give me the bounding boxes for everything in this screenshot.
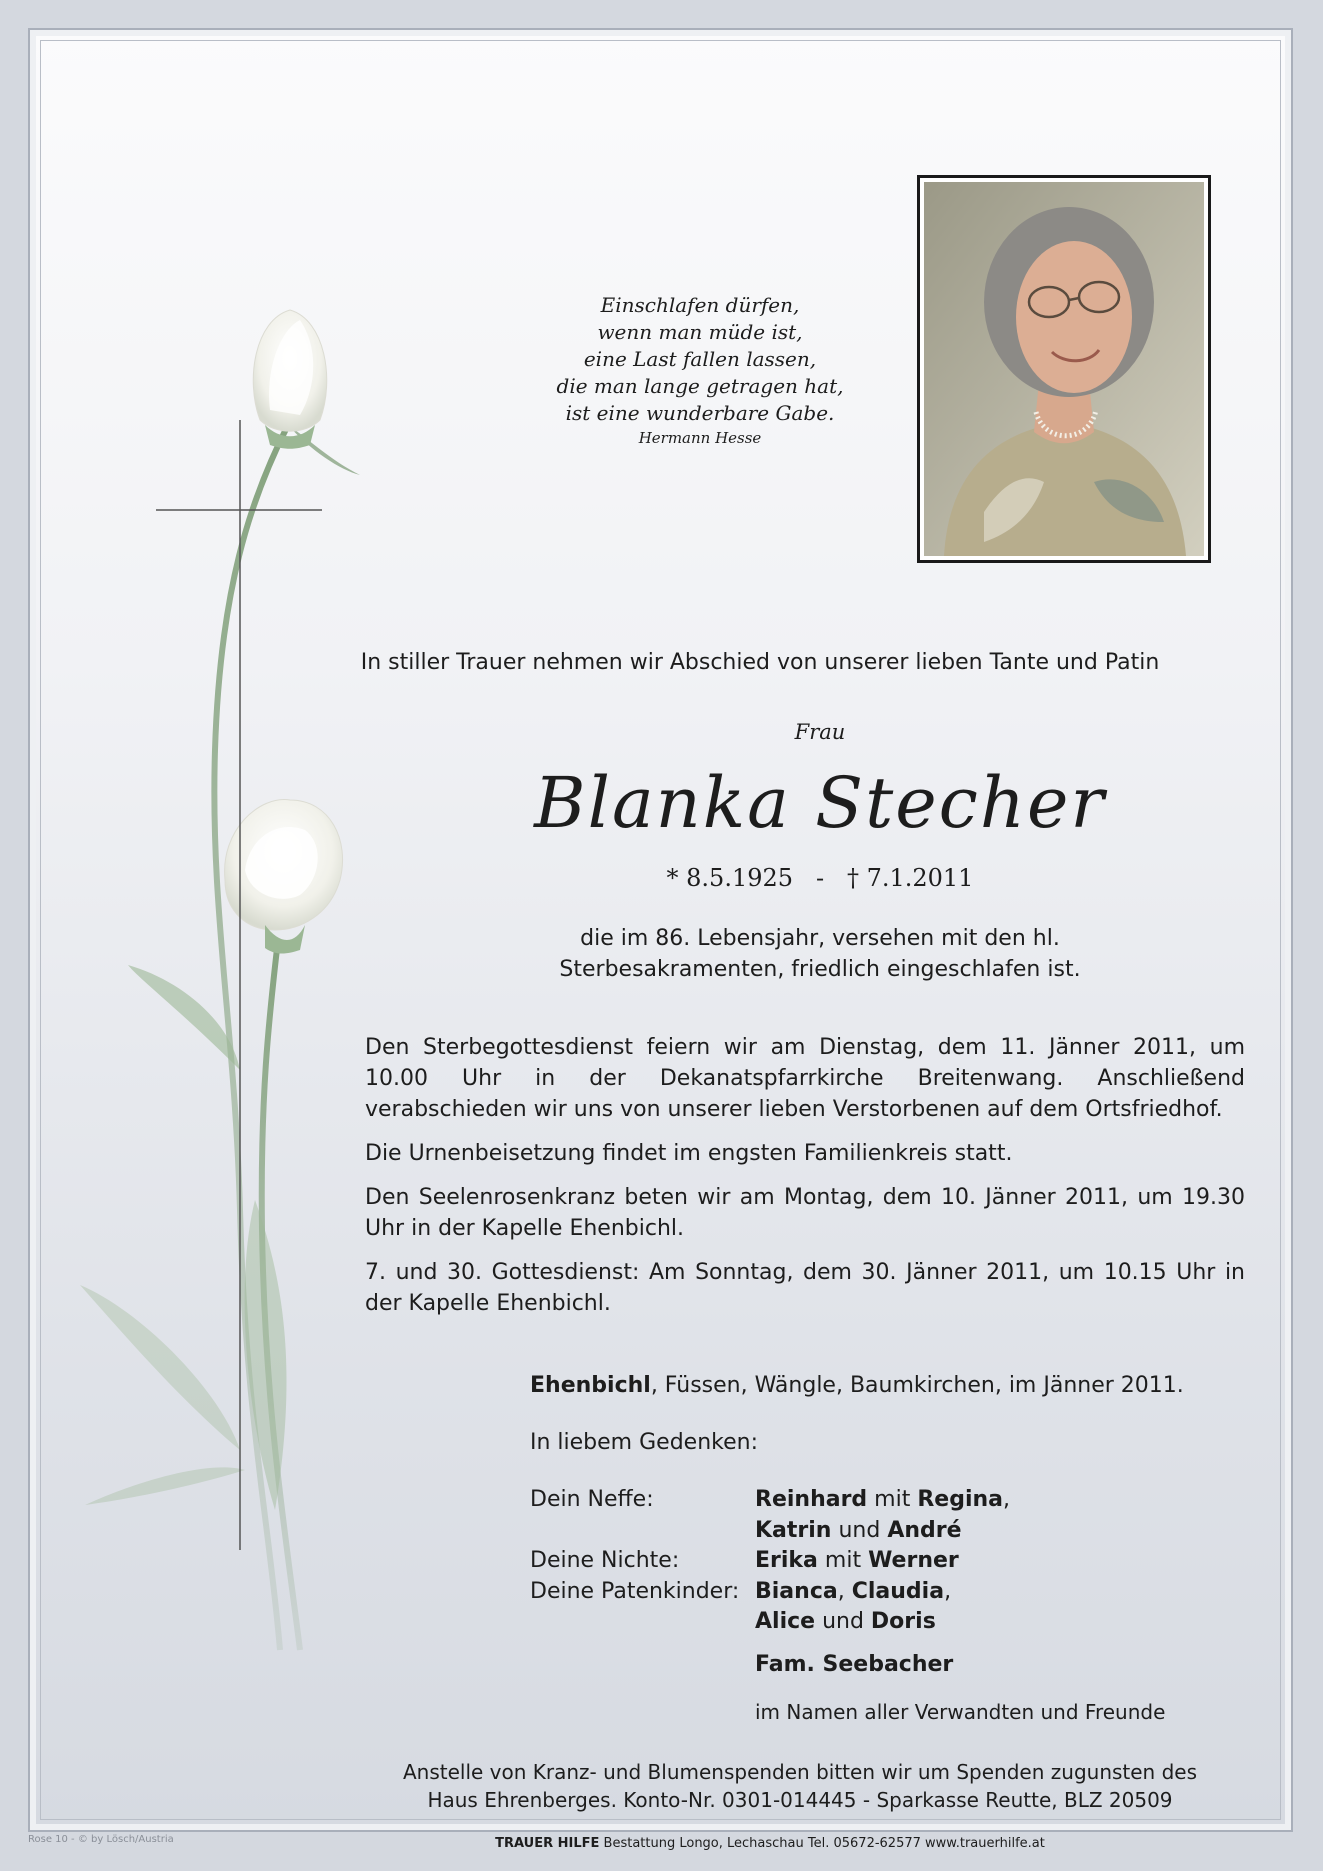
all-relatives: im Namen aller Verwandten und Freunde (755, 1700, 1166, 1724)
connector: , (1003, 1487, 1010, 1512)
portrait-image (924, 182, 1204, 556)
poem-line: die man lange getragen hat, (556, 374, 844, 398)
poem-line: ist eine wunderbare Gabe. (565, 401, 835, 425)
paragraph-rosary: Den Seelenrosenkranz beten wir am Montag, dem 10. Jänner 2011, um 19.30 Uhr in der Kapelle Ehenbichl. (365, 1185, 1245, 1241)
relative-name: Katrin (755, 1517, 832, 1543)
connector: , (837, 1578, 852, 1604)
relative-name: Bianca (755, 1578, 838, 1604)
poem-line: eine Last fallen lassen, (583, 347, 817, 371)
poem-line: wenn man müde ist, (597, 320, 803, 344)
relation-label: Deine Patenkinder: (530, 1578, 740, 1604)
relative-names (755, 1516, 1230, 1547)
family-seebacher: Fam. Seebacher (755, 1652, 954, 1677)
undertaker-brand: TRAUER HILFE (495, 1836, 600, 1851)
connector: und (831, 1517, 888, 1543)
connector: mit (817, 1548, 869, 1573)
image-credit: Rose 10 - © by Lösch/Austria (28, 1834, 174, 1845)
description-line: die im 86. Lebensjahr, versehen mit den hl. (580, 926, 1060, 951)
rose-bottom (225, 800, 343, 954)
place-rest: , Füssen, Wängle, Baumkirchen, im Jänner 2011. (650, 1373, 1184, 1398)
portrait-photo (917, 175, 1211, 563)
leaf (245, 1200, 287, 1510)
leaf (288, 425, 360, 475)
memory-heading: In liebem Gedenken: (530, 1430, 758, 1455)
relative-name: Claudia (851, 1578, 945, 1604)
family-row (530, 1485, 1230, 1516)
relative-names (755, 1577, 1230, 1608)
birth-date: * 8.5.1925 (666, 864, 794, 892)
undertaker-details: Bestattung Longo, Lechaschau Tel. 05672-62577 www.trauerhilfe.at (599, 1836, 1045, 1851)
relative-name: Reinhard (755, 1487, 868, 1512)
service-details (365, 1032, 1245, 1332)
family-list (530, 1485, 1230, 1638)
description-line: Sterbesakramenten, friedlich eingeschlafen ist. (559, 957, 1081, 982)
place-date (530, 1373, 1230, 1398)
connector: , (944, 1578, 952, 1604)
description (480, 923, 1160, 985)
intro-text: In stiller Trauer nehmen wir Abschied von unserer lieben Tante und Patin (360, 650, 1160, 675)
relative-name: Alice (755, 1609, 816, 1634)
relative-names (755, 1485, 1230, 1516)
paragraph-urn-burial: Die Urnenbeisetzung findet im engsten Familienkreis statt. (365, 1141, 1013, 1166)
place-main: Ehenbichl (530, 1373, 651, 1398)
life-dates (590, 864, 1050, 892)
paragraph-memorial-mass: 7. und 30. Gottesdienst: Am Sonntag, dem 30. Jänner 2011, um 10.15 Uhr in der Kapelle Ehenbichl. (365, 1260, 1245, 1316)
rose-decoration (30, 30, 450, 1830)
relative-name: Doris (870, 1609, 936, 1634)
relative-name: André (887, 1517, 962, 1543)
relative-name: Regina (917, 1487, 1003, 1512)
donation-line: Anstelle von Kranz- und Blumenspenden bitten wir um Spenden zugunsten des (402, 1760, 1198, 1784)
connector: und (815, 1609, 871, 1634)
donation-note (390, 1758, 1210, 1814)
poem-line: Einschlafen dürfen, (600, 293, 800, 317)
relative-names (755, 1546, 1230, 1577)
relation-label: Deine Nichte: (530, 1548, 680, 1573)
connector: mit (867, 1487, 918, 1512)
deceased-name: Blanka Stecher (534, 762, 1106, 844)
relative-name: Erika (755, 1548, 818, 1573)
family-row (530, 1546, 1230, 1577)
leaf (80, 1285, 240, 1450)
poem-author: Hermann Hesse (638, 429, 762, 447)
relation-label: Dein Neffe: (530, 1487, 654, 1512)
family-row (530, 1577, 1230, 1608)
relative-names (755, 1607, 1230, 1638)
salutation: Frau (794, 720, 846, 744)
donation-line: Haus Ehrenberges. Konto-Nr. 0301-014445 - Sparkasse Reutte, BLZ 20509 (427, 1788, 1173, 1812)
rose-top (253, 310, 327, 449)
family-row (530, 1516, 1230, 1547)
death-date: † 7.1.2011 (846, 864, 974, 892)
date-separator: - (815, 864, 825, 892)
paragraph-funeral-mass: Den Sterbegottesdienst feiern wir am Dienstag, dem 11. Jänner 2011, um 10.00 Uhr in der Dekanatspfarrkirche Breitenwang. Anschließend verabschieden wir uns von unserer lieben Verstorbenen auf dem Ortsfriedhof. (365, 1035, 1245, 1122)
undertaker-footer (330, 1836, 1210, 1851)
relative-name: Werner (868, 1548, 959, 1573)
leaf (85, 1467, 245, 1505)
poem (530, 292, 870, 449)
family-row (530, 1607, 1230, 1638)
